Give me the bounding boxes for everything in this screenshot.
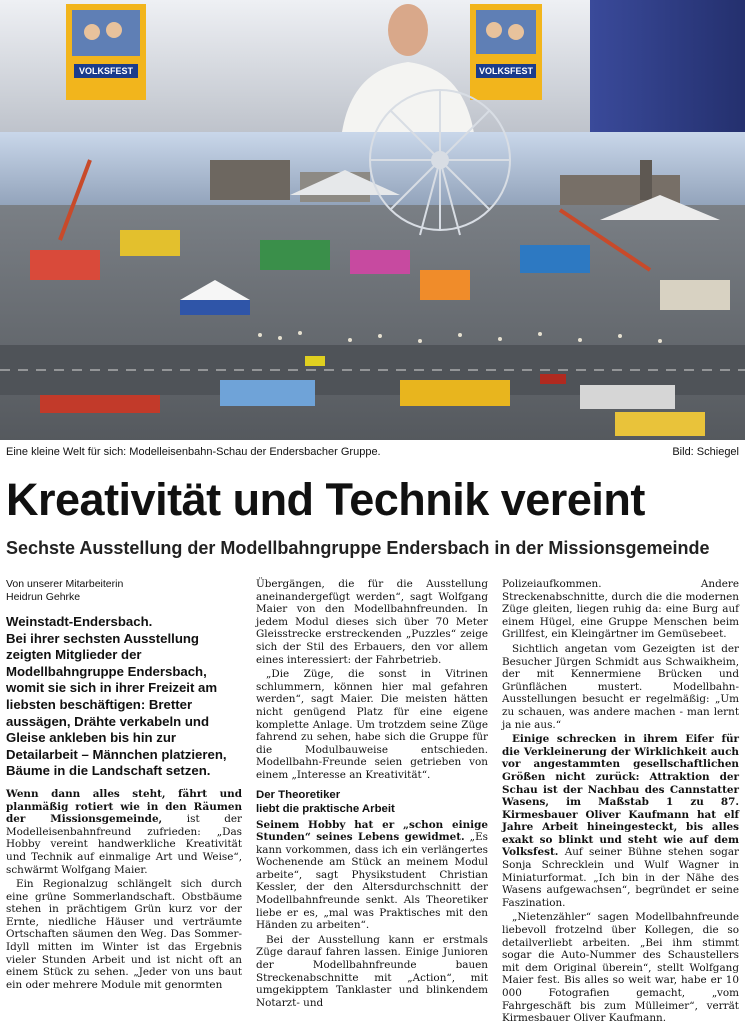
intertitle-line-1: Der Theoretiker (256, 788, 341, 801)
body-paragraph: Sichtlich angetan vom Gezeigten ist der Besucher Jürgen Schmidt aus Schwaikheim, der mit Kennermiene Brücken und Grünflächen mustert. Modellbahn-Ausstellungen besucht er regelmäßig: „Um zu schauen, was andere machen - man lernt ja nie aus.“ (502, 642, 739, 731)
byline-line-1: Von unserer Mitarbeiterin (6, 578, 124, 590)
article-column-3 (502, 578, 739, 1025)
body-paragraph: „Nietenzähler“ sagen Modellbahnfreunde liebevoll frotzelnd über Kollegen, die so detailverliebt arbeiten. „Bei ihm stimmt sogar die Auto-Nummer des Schaustellers mit dem Original überein“, stellt Wolfgang Maier fest. Bis alles so weit war, habe er 10 000 Fotografien gemacht, „vom Fahrgeschäft bis zum Mülleimer“, verrät Kirmesbauer Oliver Kaufmann. (502, 911, 739, 1025)
body-paragraph: Bei der Ausstellung kann er erstmals Züge darauf fahren lassen. Einige Junioren der Modellbahnfreunde bauen Streckenabschnitte mit „Action“, mit umgekipptem Tanklaster und blinkendem Notarzt- und (256, 933, 488, 1009)
dateline: Weinstadt-Endersbach. (6, 614, 153, 629)
body-text: Auf seiner Bühne stehen sogar Sonja Schrecklein und Wulf Wagner in Miniaturformat. „Ich bin in der Nähe des Wasens aufgewachsen“, begründet er seine Faszination. (502, 846, 739, 909)
body-emphasis: Einige schrecken in ihrem Eifer für die Verkleinerung der Wirklichkeit auch vor angestammten gesellschaftlichen Größen nicht zurück: Attraktion der Schau ist der Nachbau des Cannstatter Wasens, im Maßstab 1 zu 87. Kirmesbauer Oliver Kaufmann hat elf Jahre Arbeit hineingesteckt, bis alles exakt so blinkt und steht wie auf dem Volksfest. (502, 733, 739, 859)
photo-caption: Eine kleine Welt für sich: Modelleisenbahn-Schau der Endersbacher Gruppe. (6, 446, 381, 458)
model-fair-layout-image (0, 0, 745, 440)
article-headline: Kreativität und Technik vereint (6, 474, 645, 525)
photo-credit: Bild: Schiegel (672, 446, 739, 458)
byline-author: Heidrun Gehrke (6, 591, 81, 603)
article-column-1 (6, 578, 242, 998)
intertitle (256, 788, 488, 816)
poster-right (470, 4, 542, 100)
byline (6, 578, 242, 604)
body-text: „Es kann vorkommen, dass ich ein verlängertes Wochenende am Stück an meinem Modul arbeite“, sagt Physikstudent Christian Kessler, der den Altersdurchschnitt der Modellbahnfreunde senkt. Als Theoretiker liebe er es, „mal was Praktisches mit den Händen zu arbeiten“. (256, 831, 488, 932)
body-paragraph (256, 819, 488, 932)
poster-left-text: VOLKSFEST (78, 66, 134, 76)
photo-caption-row (6, 446, 739, 462)
article-subheadline: Sechste Ausstellung der Modellbahngruppe Endersbach in der Missionsgemeinde (6, 538, 710, 558)
poster-left (66, 4, 146, 100)
lead-text: Bei ihrer sechsten Ausstellung zeigten Mitglieder der Modellbahngruppe Endersbach, womit sie sich in ihrer Freizeit am liebsten beschäftigen: Bretter aussägen, Drähte verkabeln und Gleise ankleben bis hin zur Detailarbeit – Männchen platzieren, Bäume in die Landschaft setzen. (6, 630, 227, 779)
body-emphasis: Seinem Hobby hat er „schon einige Stunden“ seines Lebens gewidmet. (256, 818, 488, 844)
body-paragraph (6, 788, 242, 876)
body-paragraph (502, 733, 739, 909)
article-column-2 (256, 578, 488, 1009)
body-text: ist der Modelleisenbahnfreund zufrieden: „Das Hobby vereint handwerkliche Kreativität und Technik auf einmalige Art und Weise“, schwärmt Wolfgang Maier. (6, 813, 242, 876)
intertitle-line-2: liebt die praktische Arbeit (256, 802, 395, 815)
body-paragraph: Polizeiaufkommen. Andere Streckenabschnitte, durch die die modernen Züge gleiten, liegen ruhig da: eine Burg auf einem Hügel, eine Gruppe Menschen beim Grillfest, ein Kleingärtner im Gemüsebeet. (502, 578, 739, 641)
body-paragraph: Übergängen, die für die Ausstellung aneinandergefügt werden“, sagt Wolfgang Maier von den Modellbahnfreunden. In jedem Modul dieses sich über 70 Meter Gleisstrecke erstreckenden „Puzzles“ zeige sich der Stil des Erbauers, den vor allem eines interessiert: der Fahrbetrieb. (256, 578, 488, 666)
body-emphasis: Wenn dann alles steht, fährt und planmäßig rotiert wie in den Räumen der Missionsgemeinde, (6, 787, 242, 826)
lead-paragraph (6, 614, 242, 780)
body-paragraph: Ein Regionalzug schlängelt sich durch eine grüne Sommerlandschaft. Obstbäume stehen in prächtigem Grün kurz vor der Ernte, niedliche Häuser und verträumte Ortschaften säumen den Weg. Das Sommer-Idyll mitten im Winter ist das Ergebnis vieler Stunden Arbeit und ist nicht oft an einem Stück zu sehen. „Jeder von uns baut ein oder mehrere Module mit genormten (6, 878, 242, 991)
poster-right-text: VOLKSFEST (478, 66, 534, 76)
body-paragraph: „Die Züge, die sonst in Vitrinen schlummern, können hier mal gefahren werden“, sagt Maier. Die meisten hätten nicht genügend Platz für eine eigene komplette Anlage. Um trotzdem seine Züge fahrend zu sehen, habe sich die Gruppe für die Modulbauweise entschieden. Modellbahn-Freunde seien getrieben von einem „Interesse an Kreativität“. (256, 668, 488, 781)
article-photo (0, 0, 745, 440)
